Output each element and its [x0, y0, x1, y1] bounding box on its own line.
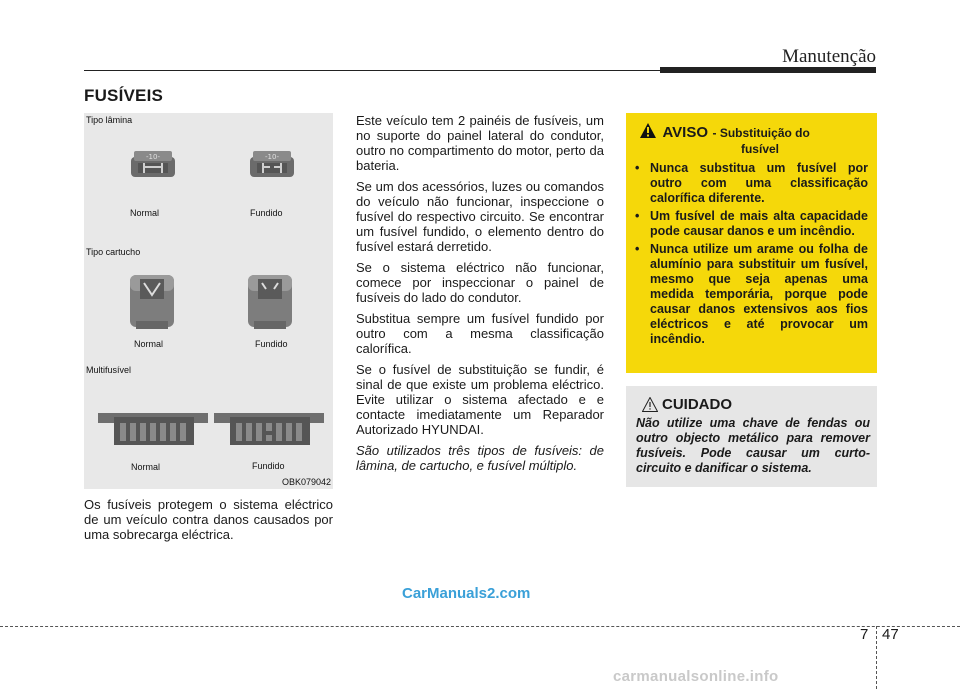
warning-subtitle: - Substituição do [712, 126, 810, 140]
multi-blown-label: Fundido [252, 461, 285, 471]
svg-text:-10-: -10- [265, 153, 279, 161]
page-chapter: 7 [860, 626, 869, 643]
multi-fuse-label: Multifusível [86, 365, 132, 375]
cartridge-type-label: Tipo cartucho [86, 247, 141, 257]
warning-item-2: • Um fusível de mais alta capacidade pode causar danos e um incêndio. [632, 209, 868, 239]
blade-fuse-normal-image [130, 151, 176, 181]
warning-subtitle-line2: fusível [740, 142, 779, 156]
multi-fuse-blown-image [214, 407, 324, 447]
footer-vertical-rule [876, 626, 877, 689]
cartridge-blown-label: Fundido [255, 339, 288, 349]
svg-text:-10-: -10- [146, 153, 160, 161]
caution-title: CUIDADO [662, 396, 732, 413]
warning-box [626, 113, 877, 373]
blade-blown-label: Fundido [250, 208, 283, 218]
header-rule-thick [660, 67, 876, 73]
warning-item-3: • Nunca utilize um arame ou folha de alumínio para substituir um fusível, mesmo que seja apenas uma medida temporária, porque pode causar danos extensivos aos fios eléctricos e até provocar um incêndio. [632, 242, 868, 347]
middle-paragraph-1: Este veículo tem 2 painéis de fusíveis, um no suporte do painel lateral do condutor, outro no compartimento do motor, perto da bateria. [356, 113, 604, 173]
page-number: 47 [882, 626, 899, 643]
watermark-link[interactable]: CarManuals2.com [402, 585, 531, 602]
cartridge-fuse-blown-image [244, 269, 296, 331]
multi-normal-label: Normal [131, 462, 161, 472]
multi-fuse-normal-image [98, 407, 208, 447]
warning-triangle-icon [640, 123, 656, 138]
caution-box [626, 386, 877, 487]
blade-type-label: Tipo lâmina [86, 115, 133, 125]
blade-fuse-blown-image [249, 151, 295, 181]
warning-header [640, 123, 870, 156]
footer-site: carmanualsonline.info [613, 668, 779, 685]
header-title: Manutenção [782, 46, 876, 67]
middle-paragraph-4: Substitua sempre um fusível fundido por outro com a mesma classificação calorífica. [356, 311, 604, 356]
middle-paragraph-3: Se o sistema eléctrico não funcionar, comece por inspeccionar o painel de fusíveis do lado do condutor. [356, 260, 604, 305]
cartridge-normal-label: Normal [134, 339, 164, 349]
warning-list [632, 161, 868, 350]
left-column [84, 497, 333, 548]
middle-paragraph-2: Se um dos acessórios, luzes ou comandos do veículo não funcionar, inspeccione o fusível do respectivo circuito. Se encontrar um fusível fundido, o elemento dentro do fusível estará derretido. [356, 179, 604, 254]
section-title: FUSÍVEIS [84, 86, 164, 105]
blade-normal-label: Normal [130, 208, 160, 218]
footer-dashed-rule [0, 626, 960, 627]
middle-paragraph-5: Se o fusível de substituição se fundir, é sinal de que existe um problema eléctrico. Evite utilizar o sistema afectado e e contacte imediatamente um Reparador Autorizado HYUNDAI. [356, 362, 604, 437]
figure-code: OBK079042 [281, 477, 331, 487]
warning-item-1: • Nunca substitua um fusível por outro com uma classificação calorífica diferente. [632, 161, 868, 206]
middle-column [356, 113, 604, 479]
fuse-types-figure [84, 113, 333, 489]
header-rule [84, 70, 660, 71]
left-paragraph: Os fusíveis protegem o sistema eléctrico de um veículo contra danos causados por uma sobrecarga eléctrica. [84, 497, 333, 542]
middle-italic-paragraph: São utilizados três tipos de fusíveis: de lâmina, de cartucho, e fusível múltiplo. [356, 443, 604, 473]
warning-title: AVISO [662, 124, 709, 141]
caution-triangle-icon [642, 397, 658, 412]
cartridge-fuse-normal-image [126, 269, 178, 331]
caution-text: Não utilize uma chave de fendas ou outro objecto metálico para remover fusíveis. Pode causar um curto-circuito e danificar o sistema. [636, 416, 870, 475]
